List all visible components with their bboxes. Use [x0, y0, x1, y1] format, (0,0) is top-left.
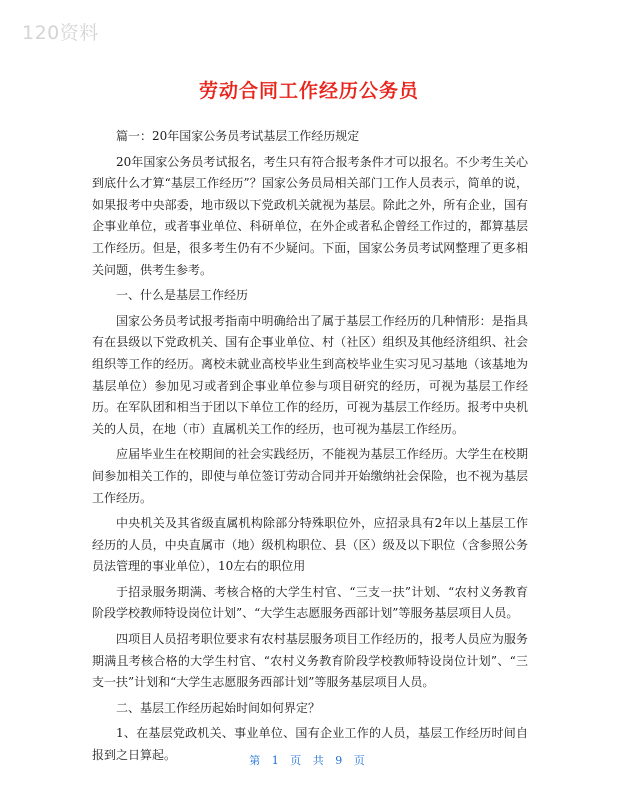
body-paragraph: 20年国家公务员考试报名，考生只有符合报考条件才可以报名。不少考生关心到底什么才算“基层工作经历”？国家公务员局相关部门工作人员表示，简单的说，如果报考中央部委，地市级以下党政机关就视为基层。除此之外，所有企业，国有企事业单位，或者事业单位、科研单位，在外企或者私企曾经工作过的，都算基层工作经历。但是，很多考生仍有不少疑问。下面，国家公务员考试网整理了更多相关问题，供考生参考。 — [92, 154, 528, 277]
body-paragraph: 国家公务员考试报考指南中明确给出了属于基层工作经历的几种情形：是指具有在县级以下党政机关、国有企事业单位、村（社区）组织及其他经济组织、社会组织等工作的经历。离校未就业高校毕业生到高校毕业生实习见习基地（该基地为基层单位）参加见习或者到企事业单位参与项目研究的经历，可视为基层工作经历。在军队团和相当于团以下单位工作的经历，可视为基层工作经历。报考中央机关的人员，在地（市）直属机关工作的经历，也可视为基层工作经历。 — [92, 313, 528, 436]
document-title: 劳动合同工作经历公务员 — [198, 80, 419, 102]
body-paragraph: 应届毕业生在校期间的社会实践经历，不能视为基层工作经历。大学生在校期间参加相关工作的，即使与单位签订劳动合同并开始缴纳社会保险，也不视为基层工作经历。 — [92, 447, 528, 505]
watermark-logo: 120资料 — [22, 22, 99, 44]
body-paragraph: 四项目人员招考职位要求有农村基层服务项目工作经历的，报考人员应为服务期满且考核合格的大学生村官、“农村义务教育阶段学校教师特设岗位计划”、“三支一扶”计划和“大学生志愿服务西部计划”等服务基层项目人员。 — [92, 632, 528, 690]
page-number: 第 1 页 共 9 页 — [249, 754, 369, 767]
section-heading: 篇一：20年国家公务员考试基层工作经历规定 — [116, 129, 360, 143]
body-paragraph: 中央机关及其省级直属机构除部分特殊职位外，应招录具有2年以上基层工作经历的人员，中央直属市（地）级机构职位、县（区）级及以下职位（含参照公务员法管理的事业单位），10左右的职位用 — [92, 516, 528, 574]
section-heading: 一、什么是基层工作经历 — [116, 288, 249, 303]
body-paragraph: 于招录服务期满、考核合格的大学生村官、“三支一扶”计划、“农村义务教育阶段学校教师特设岗位计划”、“大学生志愿服务西部计划”等服务基层项目人员。 — [92, 584, 528, 621]
body-paragraph: 1、在基层党政机关、事业单位、国有企业工作的人员，基层工作经历时间自报到之日算起。 — [92, 726, 528, 763]
section-heading: 二、基层工作经历起始时间如何界定？ — [116, 700, 321, 715]
document-body — [92, 126, 528, 771]
